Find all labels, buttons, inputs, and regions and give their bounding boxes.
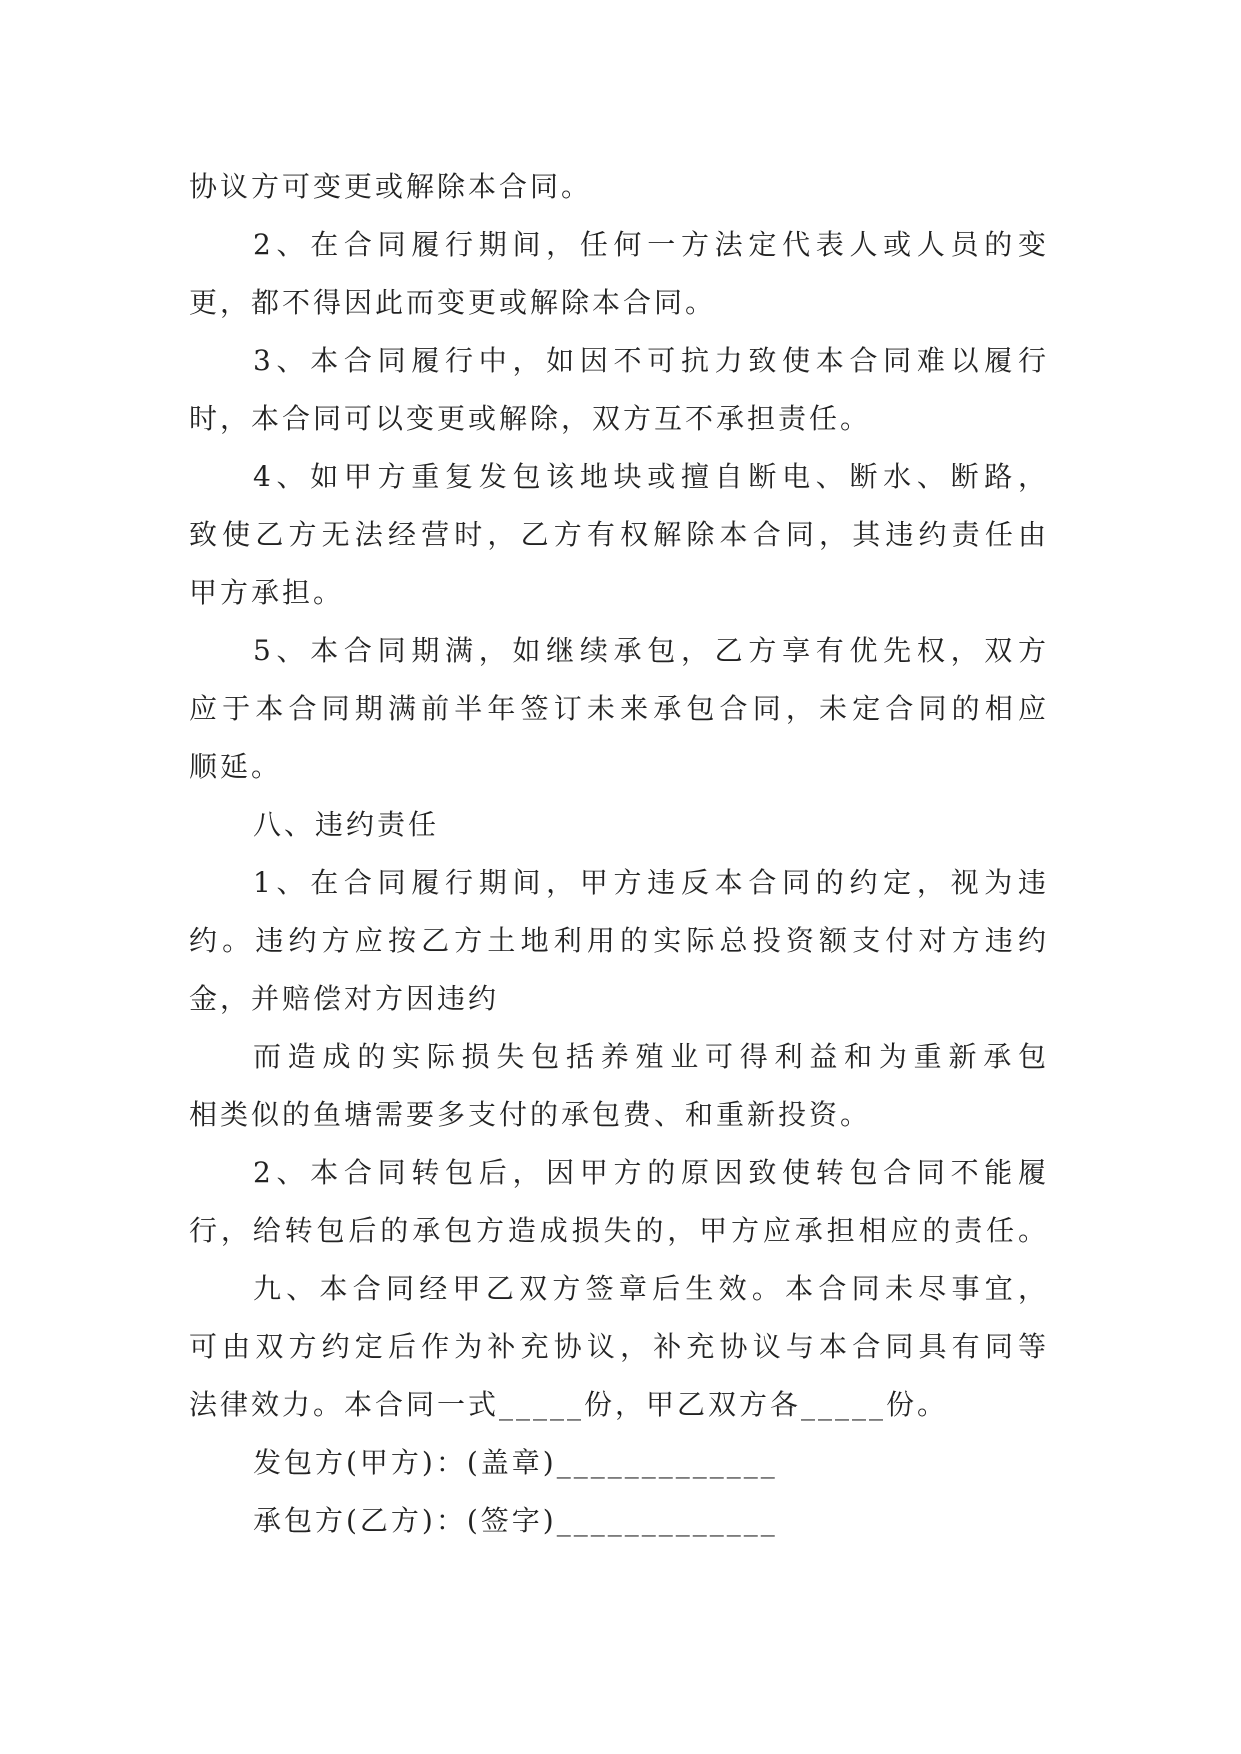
text-line: 九、本合同经甲乙双方签章后生效。本合同未尽事宜， xyxy=(253,1272,1049,1305)
text-line: 相类似的鱼塘需要多支付的承包费、和重新投资。 xyxy=(189,1098,872,1131)
section-heading: 八、违约责任 xyxy=(253,808,440,841)
text-line: 5、本合同期满，如继续承包，乙方享有优先权，双方 xyxy=(253,634,1049,667)
document-body xyxy=(189,158,1049,1550)
text-line: 时，本合同可以变更或解除，双方互不承担责任。 xyxy=(189,402,872,435)
text-line: 金，并赔偿对方因违约 xyxy=(189,982,500,1015)
text-line: 法律效力。本合同一式_____份，甲乙双方各_____份。 xyxy=(189,1388,949,1421)
signature-line-party-b: 承包方(乙方)：(签字)_____________ xyxy=(253,1504,778,1537)
text-line: 应于本合同期满前半年签订未来承包合同，未定合同的相应 xyxy=(189,692,1049,725)
text-line: 2、在合同履行期间，任何一方法定代表人或人员的变 xyxy=(253,228,1049,261)
text-line: 3、本合同履行中，如因不可抗力致使本合同难以履行 xyxy=(253,344,1049,377)
text-line: 约。违约方应按乙方土地利用的实际总投资额支付对方违约 xyxy=(189,924,1049,957)
text-line: 1、在合同履行期间，甲方违反本合同的约定，视为违 xyxy=(253,866,1049,899)
signature-line-party-a: 发包方(甲方)：(盖章)_____________ xyxy=(253,1446,778,1479)
text-line: 协议方可变更或解除本合同。 xyxy=(189,170,593,203)
text-line: 顺延。 xyxy=(189,750,283,783)
text-line: 可由双方约定后作为补充协议，补充协议与本合同具有同等 xyxy=(189,1330,1049,1363)
text-line: 更，都不得因此而变更或解除本合同。 xyxy=(189,286,717,319)
text-line: 甲方承担。 xyxy=(189,576,345,609)
text-line: 致使乙方无法经营时，乙方有权解除本合同，其违约责任由 xyxy=(189,518,1049,551)
text-line: 4、如甲方重复发包该地块或擅自断电、断水、断路， xyxy=(253,460,1049,493)
text-line: 行，给转包后的承包方造成损失的，甲方应承担相应的责任。 xyxy=(189,1214,1049,1247)
text-line: 而造成的实际损失包括养殖业可得利益和为重新承包 xyxy=(253,1040,1049,1073)
text-line: 2、本合同转包后，因甲方的原因致使转包合同不能履 xyxy=(253,1156,1049,1189)
